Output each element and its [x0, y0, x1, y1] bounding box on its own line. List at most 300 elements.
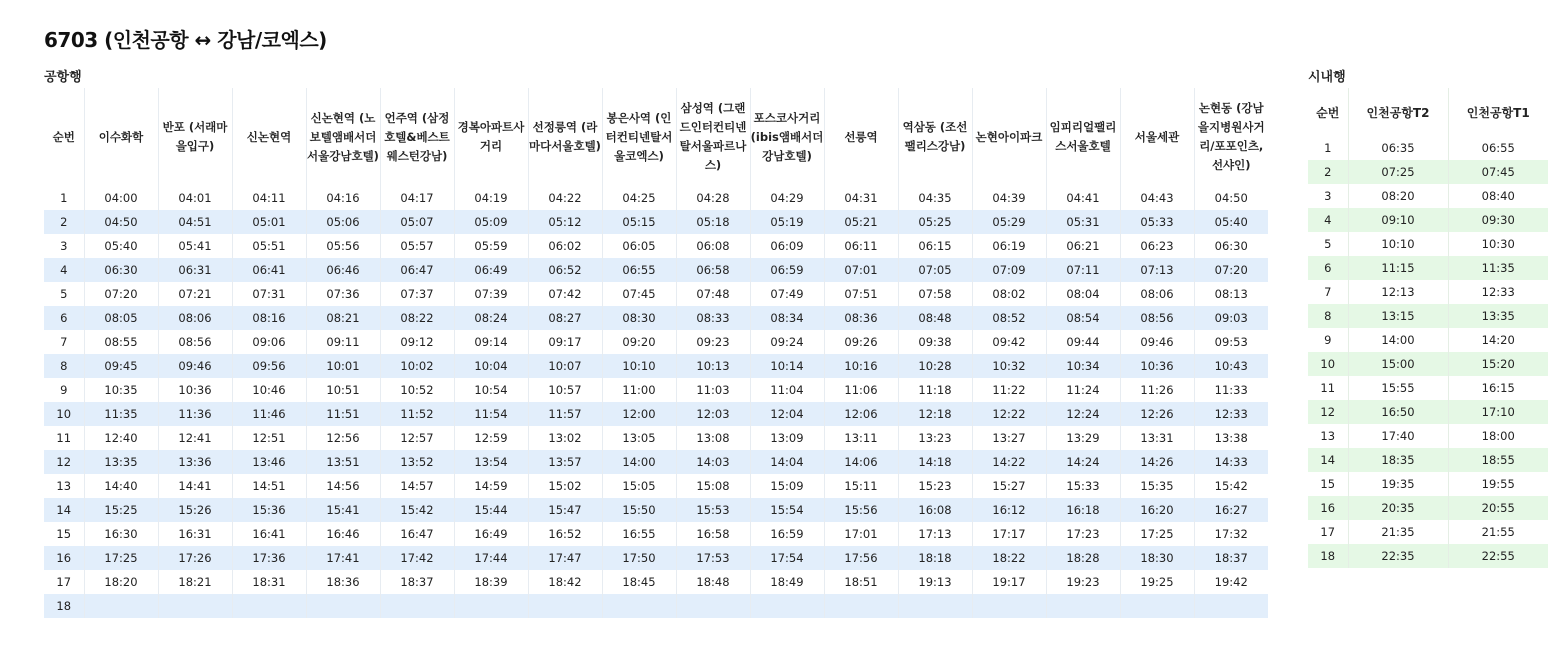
time-cell: 08:27 — [528, 306, 602, 330]
time-cell: 10:43 — [1194, 354, 1268, 378]
time-cell: 19:13 — [898, 570, 972, 594]
table-row — [1308, 352, 1548, 376]
time-cell: 14:18 — [898, 450, 972, 474]
column-header: 삼성역 (그랜드인터컨티넨탈서울파르나스) — [676, 88, 750, 186]
time-cell: 17:42 — [380, 546, 454, 570]
time-cell: 11:04 — [750, 378, 824, 402]
time-cell: 10:02 — [380, 354, 454, 378]
time-cell: 10:32 — [972, 354, 1046, 378]
time-cell: 15:11 — [824, 474, 898, 498]
time-cell: 15:47 — [528, 498, 602, 522]
time-cell: 16:18 — [1046, 498, 1120, 522]
time-cell: 06:21 — [1046, 234, 1120, 258]
time-cell: 08:55 — [84, 330, 158, 354]
table-row — [44, 210, 1268, 234]
time-cell: 08:34 — [750, 306, 824, 330]
time-cell: 07:48 — [676, 282, 750, 306]
table-header-row — [1308, 88, 1548, 136]
time-cell: 07:11 — [1046, 258, 1120, 282]
time-cell: 11:46 — [232, 402, 306, 426]
time-cell — [750, 594, 824, 618]
time-cell: 17:25 — [1120, 522, 1194, 546]
time-cell: 06:08 — [676, 234, 750, 258]
time-cell: 14:00 — [602, 450, 676, 474]
row-number-cell: 1 — [1324, 141, 1332, 155]
time-cell: 15:08 — [676, 474, 750, 498]
time-cell: 05:07 — [380, 210, 454, 234]
time-cell — [602, 594, 676, 618]
row-number-cell: 7 — [1324, 285, 1332, 299]
time-cell: 18:30 — [1120, 546, 1194, 570]
time-cell: 06:47 — [380, 258, 454, 282]
table-row — [1308, 280, 1548, 304]
time-cell: 15:41 — [306, 498, 380, 522]
time-cell: 06:49 — [454, 258, 528, 282]
time-cell: 12:57 — [380, 426, 454, 450]
time-cell: 06:31 — [158, 258, 232, 282]
row-number-cell: 8 — [44, 354, 84, 378]
time-cell: 18:35 — [1348, 448, 1448, 472]
time-cell: 08:33 — [676, 306, 750, 330]
time-cell: 15:42 — [1194, 474, 1268, 498]
time-cell: 07:37 — [380, 282, 454, 306]
table-row — [1308, 208, 1548, 232]
time-cell: 12:51 — [232, 426, 306, 450]
table-row — [1308, 160, 1548, 184]
time-cell: 22:55 — [1448, 544, 1548, 568]
time-cell: 06:05 — [602, 234, 676, 258]
time-cell: 18:00 — [1448, 424, 1548, 448]
table-row — [44, 426, 1268, 450]
time-cell: 17:44 — [454, 546, 528, 570]
column-header: 순번 — [1316, 105, 1340, 120]
time-cell: 05:31 — [1046, 210, 1120, 234]
row-number-cell: 14 — [44, 498, 84, 522]
time-cell — [898, 594, 972, 618]
time-cell: 10:46 — [232, 378, 306, 402]
time-cell: 04:17 — [380, 186, 454, 210]
time-cell: 07:45 — [1448, 160, 1548, 184]
time-cell: 15:00 — [1348, 352, 1448, 376]
column-header: 서울세관 — [1120, 88, 1194, 186]
time-cell: 16:49 — [454, 522, 528, 546]
time-cell: 10:54 — [454, 378, 528, 402]
time-cell: 05:18 — [676, 210, 750, 234]
time-cell: 18:28 — [1046, 546, 1120, 570]
time-cell: 04:39 — [972, 186, 1046, 210]
time-cell: 17:26 — [158, 546, 232, 570]
time-cell: 05:56 — [306, 234, 380, 258]
row-number-cell: 15 — [56, 527, 72, 541]
time-cell: 17:41 — [306, 546, 380, 570]
time-cell — [972, 594, 1046, 618]
time-cell: 13:31 — [1120, 426, 1194, 450]
time-cell: 13:35 — [1448, 304, 1548, 328]
time-cell: 16:08 — [898, 498, 972, 522]
time-cell — [676, 594, 750, 618]
time-cell: 11:33 — [1194, 378, 1268, 402]
time-cell: 09:17 — [528, 330, 602, 354]
time-cell: 06:52 — [528, 258, 602, 282]
time-cell: 17:13 — [898, 522, 972, 546]
time-cell: 13:11 — [824, 426, 898, 450]
time-cell: 08:20 — [1348, 184, 1448, 208]
time-cell: 19:35 — [1348, 472, 1448, 496]
time-cell — [1194, 594, 1268, 618]
table-row — [44, 354, 1268, 378]
time-cell — [1120, 594, 1194, 618]
time-cell — [84, 594, 158, 618]
time-cell: 17:01 — [824, 522, 898, 546]
time-cell: 18:49 — [750, 570, 824, 594]
time-cell: 06:55 — [1448, 136, 1548, 160]
time-cell: 08:54 — [1046, 306, 1120, 330]
time-cell: 11:57 — [528, 402, 602, 426]
column-header: 봉은사역 (인터컨티넨탈서울코엑스) — [602, 88, 676, 186]
table-row — [44, 594, 1268, 618]
table-row — [1308, 304, 1548, 328]
time-cell: 09:10 — [1348, 208, 1448, 232]
time-cell: 05:01 — [232, 210, 306, 234]
time-cell: 14:57 — [380, 474, 454, 498]
time-cell — [454, 594, 528, 618]
time-cell: 17:40 — [1348, 424, 1448, 448]
column-header: 인천공항T1 — [1448, 88, 1548, 136]
time-cell: 11:26 — [1120, 378, 1194, 402]
time-cell: 06:55 — [602, 258, 676, 282]
time-cell: 06:30 — [1194, 234, 1268, 258]
time-cell: 08:04 — [1046, 282, 1120, 306]
row-number-cell: 14 — [1308, 448, 1348, 472]
time-cell: 16:27 — [1194, 498, 1268, 522]
column-header: 인천공항T2 — [1348, 88, 1448, 136]
time-cell: 14:04 — [750, 450, 824, 474]
time-cell: 19:23 — [1046, 570, 1120, 594]
time-cell: 10:16 — [824, 354, 898, 378]
time-cell: 11:35 — [84, 402, 158, 426]
time-cell: 07:36 — [306, 282, 380, 306]
column-header: 경복아파트사거리 — [454, 88, 528, 186]
time-cell: 10:10 — [602, 354, 676, 378]
time-cell: 10:35 — [84, 378, 158, 402]
time-cell: 11:18 — [898, 378, 972, 402]
time-cell: 16:15 — [1448, 376, 1548, 400]
time-cell: 08:22 — [380, 306, 454, 330]
time-cell — [528, 594, 602, 618]
time-cell: 07:51 — [824, 282, 898, 306]
time-cell: 15:26 — [158, 498, 232, 522]
time-cell: 18:18 — [898, 546, 972, 570]
time-cell: 10:01 — [306, 354, 380, 378]
time-cell: 13:54 — [454, 450, 528, 474]
time-cell: 14:03 — [676, 450, 750, 474]
time-cell: 16:59 — [750, 522, 824, 546]
time-cell: 07:21 — [158, 282, 232, 306]
city-bound-label: 시내행 — [1308, 70, 1346, 85]
time-cell: 22:35 — [1348, 544, 1448, 568]
row-number-cell: 18 — [1308, 544, 1348, 568]
time-cell: 10:36 — [158, 378, 232, 402]
time-cell: 16:20 — [1120, 498, 1194, 522]
time-cell: 04:22 — [528, 186, 602, 210]
time-cell: 04:19 — [454, 186, 528, 210]
time-cell: 13:35 — [84, 450, 158, 474]
time-cell — [1046, 594, 1120, 618]
time-cell: 18:51 — [824, 570, 898, 594]
time-cell: 15:53 — [676, 498, 750, 522]
row-number-cell: 16 — [44, 546, 84, 570]
table-row — [44, 330, 1268, 354]
row-number-cell: 10 — [1308, 352, 1348, 376]
time-cell: 08:56 — [1120, 306, 1194, 330]
time-cell: 07:20 — [84, 282, 158, 306]
time-cell: 18:39 — [454, 570, 528, 594]
time-cell: 08:02 — [972, 282, 1046, 306]
table-row — [1308, 472, 1548, 496]
time-cell: 11:22 — [972, 378, 1046, 402]
time-cell: 15:36 — [232, 498, 306, 522]
table-row — [44, 282, 1268, 306]
row-number-cell: 7 — [60, 335, 68, 349]
time-cell: 09:46 — [1120, 330, 1194, 354]
time-cell: 04:41 — [1046, 186, 1120, 210]
column-header: 선릉역 — [824, 88, 898, 186]
time-cell — [158, 594, 232, 618]
time-cell: 08:21 — [306, 306, 380, 330]
time-cell: 14:33 — [1194, 450, 1268, 474]
time-cell: 12:18 — [898, 402, 972, 426]
time-cell: 08:56 — [158, 330, 232, 354]
column-header: 순번 — [52, 129, 75, 144]
time-cell: 05:29 — [972, 210, 1046, 234]
time-cell: 04:43 — [1120, 186, 1194, 210]
time-cell: 18:45 — [602, 570, 676, 594]
time-cell: 13:29 — [1046, 426, 1120, 450]
time-cell: 11:51 — [306, 402, 380, 426]
time-cell: 09:30 — [1448, 208, 1548, 232]
time-cell — [306, 594, 380, 618]
time-cell: 14:24 — [1046, 450, 1120, 474]
table-row — [44, 306, 1268, 330]
time-cell: 09:12 — [380, 330, 454, 354]
time-cell: 04:25 — [602, 186, 676, 210]
table-row — [44, 522, 1268, 546]
time-cell: 20:35 — [1348, 496, 1448, 520]
time-cell: 08:05 — [84, 306, 158, 330]
time-cell: 11:36 — [158, 402, 232, 426]
row-number-cell: 1 — [60, 191, 68, 205]
row-number-cell: 12 — [44, 450, 84, 474]
time-cell: 06:30 — [84, 258, 158, 282]
time-cell: 16:41 — [232, 522, 306, 546]
table-row — [1308, 232, 1548, 256]
table-row — [1308, 400, 1548, 424]
time-cell: 09:23 — [676, 330, 750, 354]
time-cell: 12:22 — [972, 402, 1046, 426]
time-cell: 12:33 — [1448, 280, 1548, 304]
column-header: 언주역 (삼정호텔&베스트웨스턴강남) — [380, 88, 454, 186]
row-number-cell: 16 — [1308, 496, 1348, 520]
time-cell: 13:08 — [676, 426, 750, 450]
time-cell: 10:28 — [898, 354, 972, 378]
time-cell: 18:37 — [380, 570, 454, 594]
time-cell: 16:12 — [972, 498, 1046, 522]
table-row — [44, 234, 1268, 258]
time-cell: 15:50 — [602, 498, 676, 522]
time-cell: 13:09 — [750, 426, 824, 450]
time-cell: 07:42 — [528, 282, 602, 306]
time-cell: 13:05 — [602, 426, 676, 450]
column-header: 역삼동 (조선팰리스강남) — [898, 88, 972, 186]
time-cell: 14:51 — [232, 474, 306, 498]
row-number-cell: 10 — [44, 402, 84, 426]
time-cell: 10:10 — [1348, 232, 1448, 256]
table-row — [1308, 256, 1548, 280]
time-cell: 15:33 — [1046, 474, 1120, 498]
airport-bound-label: 공항행 — [44, 70, 82, 85]
time-cell: 14:20 — [1448, 328, 1548, 352]
table-header-row — [44, 88, 1268, 186]
table-row — [1308, 136, 1548, 160]
time-cell: 07:31 — [232, 282, 306, 306]
time-cell: 18:48 — [676, 570, 750, 594]
time-cell: 15:23 — [898, 474, 972, 498]
column-header: 신논현역 (노보텔앰배서더서울강남호텔) — [306, 88, 380, 186]
time-cell: 04:01 — [158, 186, 232, 210]
row-number-cell: 17 — [56, 575, 72, 589]
time-cell: 07:01 — [824, 258, 898, 282]
time-cell: 09:14 — [454, 330, 528, 354]
time-cell: 07:45 — [602, 282, 676, 306]
time-cell: 05:19 — [750, 210, 824, 234]
time-cell: 09:03 — [1194, 306, 1268, 330]
table-row — [1308, 448, 1548, 472]
time-cell: 06:23 — [1120, 234, 1194, 258]
time-cell: 12:26 — [1120, 402, 1194, 426]
page-title: 6703 (인천공항 ↔ 강남/코엑스) — [44, 28, 327, 52]
city-bound-timetable — [1308, 88, 1548, 568]
time-cell: 05:33 — [1120, 210, 1194, 234]
time-cell: 17:50 — [602, 546, 676, 570]
time-cell: 16:58 — [676, 522, 750, 546]
time-cell: 15:56 — [824, 498, 898, 522]
time-cell: 07:39 — [454, 282, 528, 306]
column-header: 포스코사거리 (ibis앰배서더강남호텔) — [750, 88, 824, 186]
time-cell: 13:46 — [232, 450, 306, 474]
time-cell: 04:50 — [84, 210, 158, 234]
time-cell: 12:41 — [158, 426, 232, 450]
row-number-cell: 17 — [1320, 525, 1336, 539]
time-cell: 08:06 — [1120, 282, 1194, 306]
time-cell: 21:55 — [1448, 520, 1548, 544]
time-cell: 10:34 — [1046, 354, 1120, 378]
time-cell: 05:15 — [602, 210, 676, 234]
time-cell: 11:54 — [454, 402, 528, 426]
time-cell: 09:44 — [1046, 330, 1120, 354]
row-number-cell: 4 — [44, 258, 84, 282]
time-cell: 17:56 — [824, 546, 898, 570]
table-row — [44, 402, 1268, 426]
time-cell: 15:54 — [750, 498, 824, 522]
row-number-cell: 6 — [1308, 256, 1348, 280]
time-cell: 14:59 — [454, 474, 528, 498]
time-cell: 09:45 — [84, 354, 158, 378]
row-number-cell: 4 — [1308, 208, 1348, 232]
time-cell: 04:50 — [1194, 186, 1268, 210]
time-cell: 19:25 — [1120, 570, 1194, 594]
time-cell: 09:53 — [1194, 330, 1268, 354]
time-cell: 16:55 — [602, 522, 676, 546]
time-cell: 12:59 — [454, 426, 528, 450]
time-cell: 05:40 — [84, 234, 158, 258]
time-cell: 09:20 — [602, 330, 676, 354]
time-cell: 13:02 — [528, 426, 602, 450]
time-cell: 16:47 — [380, 522, 454, 546]
time-cell: 21:35 — [1348, 520, 1448, 544]
time-cell: 12:04 — [750, 402, 824, 426]
column-header: 논현아이파크 — [972, 88, 1046, 186]
time-cell: 09:42 — [972, 330, 1046, 354]
column-header: 임피리얼팰리스서울호텔 — [1046, 88, 1120, 186]
table-row — [1308, 544, 1548, 568]
time-cell: 04:31 — [824, 186, 898, 210]
time-cell: 09:11 — [306, 330, 380, 354]
time-cell: 05:57 — [380, 234, 454, 258]
time-cell: 07:09 — [972, 258, 1046, 282]
time-cell: 19:17 — [972, 570, 1046, 594]
time-cell: 18:31 — [232, 570, 306, 594]
row-number-cell: 3 — [1324, 189, 1332, 203]
time-cell: 10:14 — [750, 354, 824, 378]
time-cell: 17:32 — [1194, 522, 1268, 546]
time-cell: 13:51 — [306, 450, 380, 474]
time-cell: 07:20 — [1194, 258, 1268, 282]
table-row — [1308, 520, 1548, 544]
time-cell: 06:11 — [824, 234, 898, 258]
time-cell: 16:46 — [306, 522, 380, 546]
time-cell: 15:05 — [602, 474, 676, 498]
time-cell: 07:58 — [898, 282, 972, 306]
time-cell: 05:21 — [824, 210, 898, 234]
time-cell: 18:55 — [1448, 448, 1548, 472]
time-cell: 05:59 — [454, 234, 528, 258]
time-cell: 13:15 — [1348, 304, 1448, 328]
table-row — [1308, 424, 1548, 448]
time-cell: 11:03 — [676, 378, 750, 402]
time-cell: 17:54 — [750, 546, 824, 570]
time-cell: 06:46 — [306, 258, 380, 282]
table-row — [44, 570, 1268, 594]
time-cell: 06:15 — [898, 234, 972, 258]
time-cell: 12:56 — [306, 426, 380, 450]
time-cell: 17:47 — [528, 546, 602, 570]
time-cell: 13:57 — [528, 450, 602, 474]
time-cell: 10:57 — [528, 378, 602, 402]
row-number-cell: 9 — [1324, 333, 1332, 347]
time-cell: 13:52 — [380, 450, 454, 474]
time-cell: 17:10 — [1448, 400, 1548, 424]
time-cell: 06:19 — [972, 234, 1046, 258]
time-cell: 09:56 — [232, 354, 306, 378]
time-cell: 17:25 — [84, 546, 158, 570]
time-cell: 05:12 — [528, 210, 602, 234]
time-cell: 16:30 — [84, 522, 158, 546]
time-cell: 08:30 — [602, 306, 676, 330]
time-cell: 13:38 — [1194, 426, 1268, 450]
time-cell: 06:09 — [750, 234, 824, 258]
time-cell: 14:40 — [84, 474, 158, 498]
time-cell: 18:20 — [84, 570, 158, 594]
